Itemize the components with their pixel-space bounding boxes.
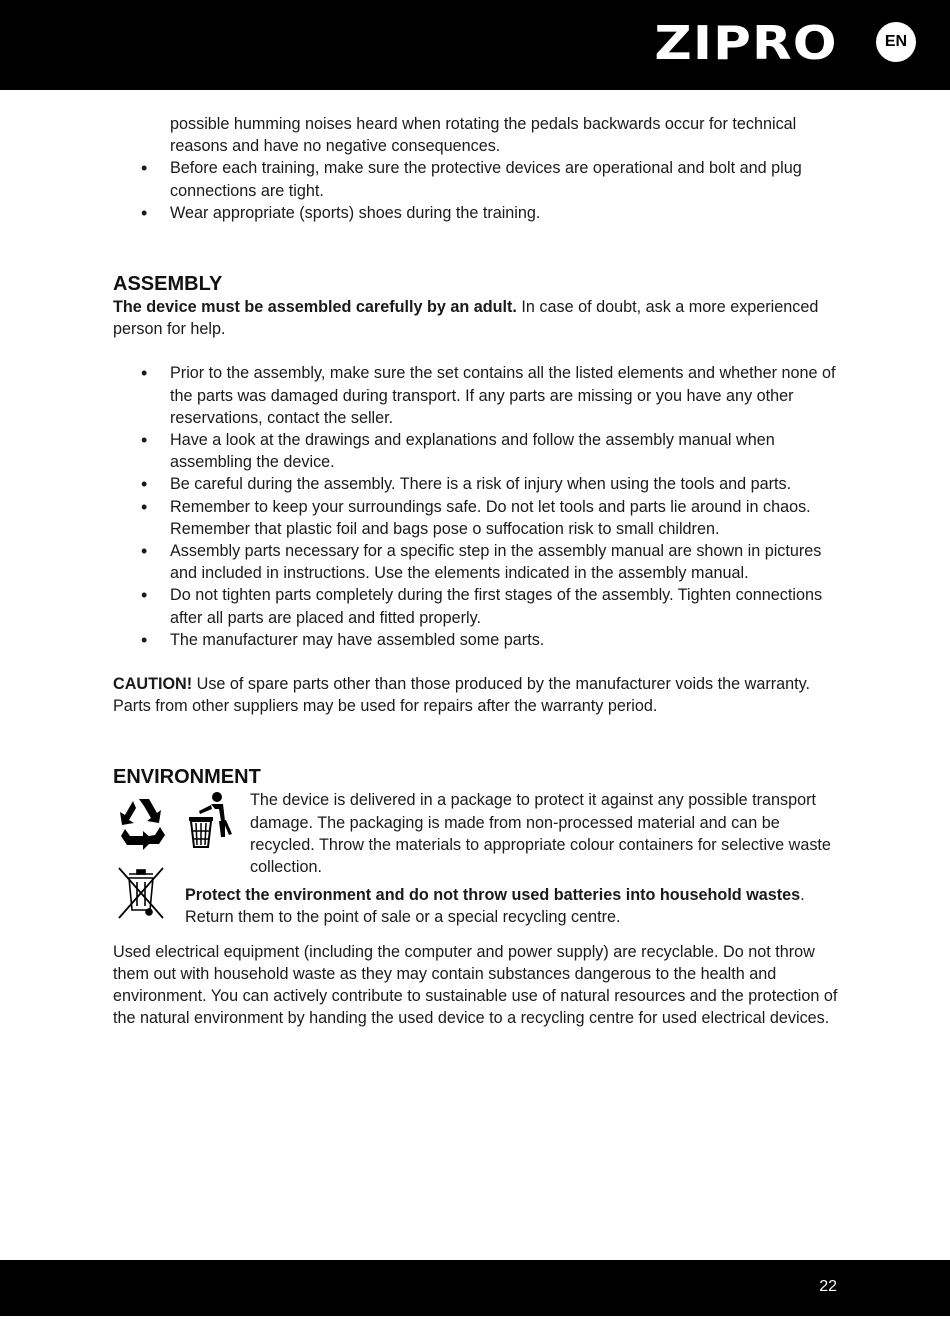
assembly-intro-rest: In case of doubt, ask a more experienced person for help. (113, 298, 819, 339)
list-item: • Be careful during the assembly. There is a risk of injury when using the tools and parts. (113, 473, 843, 495)
page-footer (0, 1260, 950, 1316)
caution-text: Use of spare parts other than those produced by the manufacturer voids the warranty. Parts from other suppliers may be used for repairs after the warranty period. (113, 675, 810, 716)
packaging-block (113, 789, 843, 878)
list-item: • Assembly parts necessary for a specific step in the assembly manual are shown in pictures and included in instructions. Use the elements indicated in the assembly manual. (113, 540, 843, 584)
list-item: • Wear appropriate (sports) shoes during the training. (113, 202, 843, 224)
environment-heading: ENVIRONMENT (113, 766, 261, 789)
recycle-icon (120, 799, 165, 850)
brand-logo: ZIPRO (654, 16, 838, 70)
packaging-icons (113, 791, 243, 851)
list-item: • Remember to keep your surroundings safe. Do not let tools and parts lie around in chaos. Remember that plastic foil and bags pose o suffocation risk to small children. (113, 496, 843, 540)
batteries-text (113, 884, 843, 928)
packaging-text: The device is delivered in a package to protect it against any possible transport damage. The packaging is made from non-processed material and can be recycled. Throw the materials to appropriate colour containers for selective waste collection. (250, 791, 831, 877)
language-badge: EN (876, 22, 916, 62)
caution-note (113, 673, 843, 717)
safety-list (113, 113, 843, 224)
page-number: 22 (819, 1278, 837, 1295)
page-content (113, 113, 843, 1030)
list-item: • Have a look at the drawings and explanations and follow the assembly manual when assembling the device. (113, 429, 843, 473)
list-item: • The manufacturer may have assembled some parts. (113, 629, 843, 651)
batteries-dot: . (800, 886, 805, 905)
crossed-bin-icon (115, 866, 167, 922)
assembly-heading: ASSEMBLY (113, 273, 223, 296)
tidyman-icon (189, 792, 232, 847)
list-item: possible humming noises heard when rotating the pedals backwards occur for technical reasons and have no negative consequences. (170, 115, 797, 156)
assembly-list (113, 362, 843, 651)
assembly-intro (113, 296, 843, 340)
batteries-block (113, 884, 843, 928)
caution-label: CAUTION! (113, 675, 193, 694)
list-item: • Do not tighten parts completely during the first stages of the assembly. Tighten connections after all parts are placed and fitted properly. (113, 584, 843, 628)
equipment-text: Used electrical equipment (including the computer and power supply) are recyclable. Do not throw them out with household waste as they may contain substances dangerous to the health and environment. You can actively contribute to sustainable use of natural resources and the protection of the natural environment by handing the used device to a recycling centre for used electrical devices. (113, 942, 838, 1028)
batteries-rest: Return them to the point of sale or a special recycling centre. (185, 908, 621, 927)
page-header (0, 0, 950, 90)
assembly-intro-bold: The device must be assembled carefully by an adult. (113, 298, 517, 317)
list-item: • Before each training, make sure the protective devices are operational and bolt and plug connections are tight. (113, 157, 843, 201)
list-item: • Prior to the assembly, make sure the set contains all the listed elements and whether none of the parts was damaged during transport. If any parts are missing or you have any other reservations, contact the seller. (113, 362, 843, 429)
batteries-bold: Protect the environment and do not throw used batteries into household wastes (185, 886, 801, 905)
